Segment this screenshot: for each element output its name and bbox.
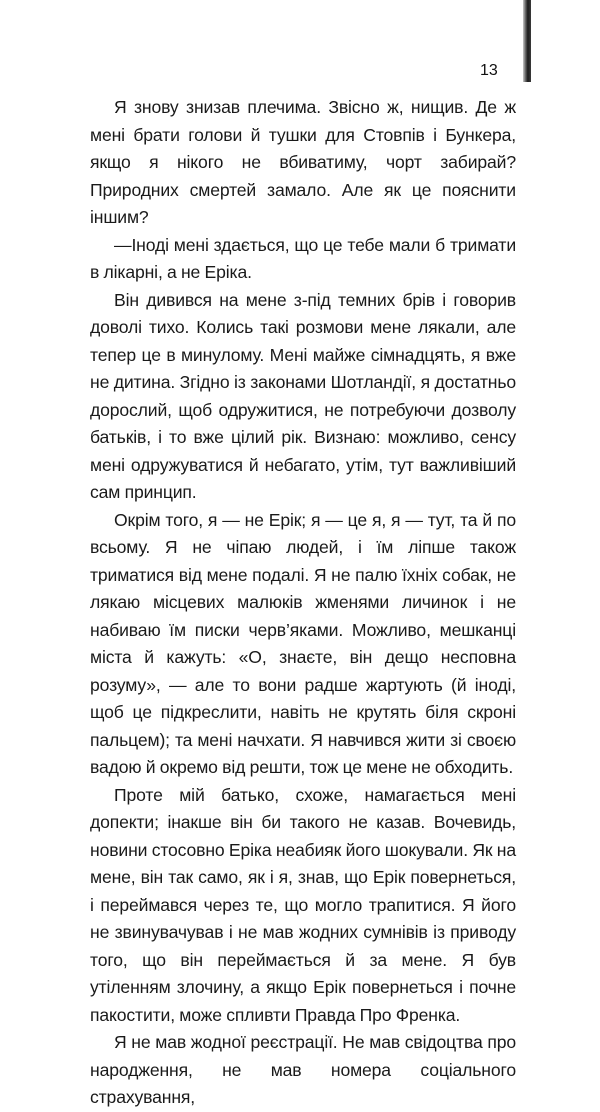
paragraph: Я знову знизав плечима. Звісно ж, нищив. Де ж мені брати голови й тушки для Стовпів і Бункера, якщо я нікого не вбиватиму, чорт забирай? Природних смертей замало. Але як це пояснити іншим? [90, 97, 516, 227]
paragraph: —Іноді мені здається, що це тебе мали б тримати в лікарні, а не Еріка. [90, 234, 516, 282]
paragraph: Окрім того, я — не Ерік; я — це я, я — тут, та й по всьому. Я не чіпаю людей, і їм ліпше також триматися від мене подалі. Я не палю їхніх собак, не лякаю місцевих малюків жменями личинок і не набиваю їм писки черв’яками. Можливо, мешканці міста й кажуть: «О, знаєте, він дещо несповна розуму», — але то вони радше жартують (й іноді, щоб це підкреслити, навіть не крутять біля скроні пальцем); та мені начхати. Я навчився жити зі своєю вадою й окремо від решти, тож це мене не обходить. [90, 509, 516, 777]
paragraph: Я не мав жодної реєстрації. Не мав свідоцтва про народження, не мав номера соціального страхування, [90, 1032, 516, 1107]
page-edge-mark [523, 0, 531, 82]
paragraph: Він дивився на мене з-під темних брів і говорив доволі тихо. Колись такі розмови мене лякали, але тепер це в минулому. Мені майже сімнадцять, я вже не дитина. Згідно із законами Шотландії, я достатньо дорослий, щоб одружитися, не потребуючи дозволу батьків, і то вже цілий рік. Визнаю: можливо, сенсу мені одружуватися й небагато, утім, тут важливіший сам принцип. [90, 289, 516, 502]
paragraph: Проте мій батько, схоже, намагається мені допекти; інакше він би такого не казав. Вочевидь, новини стосовно Еріка неабияк його шокували. Як на мене, він так само, як і я, знав, що Ерік повернеться, і переймався через те, що могло трапитися. Я його не звинувачував і не мав жодних сумнівів із приводу того, що він переймається й за мене. Я був утіленням злочину, а якщо Ерік повернеться і почне пакостити, може спливти Правда Про Френка. [90, 784, 516, 1025]
page-number: 13 [480, 62, 498, 79]
body-text [90, 94, 516, 1112]
